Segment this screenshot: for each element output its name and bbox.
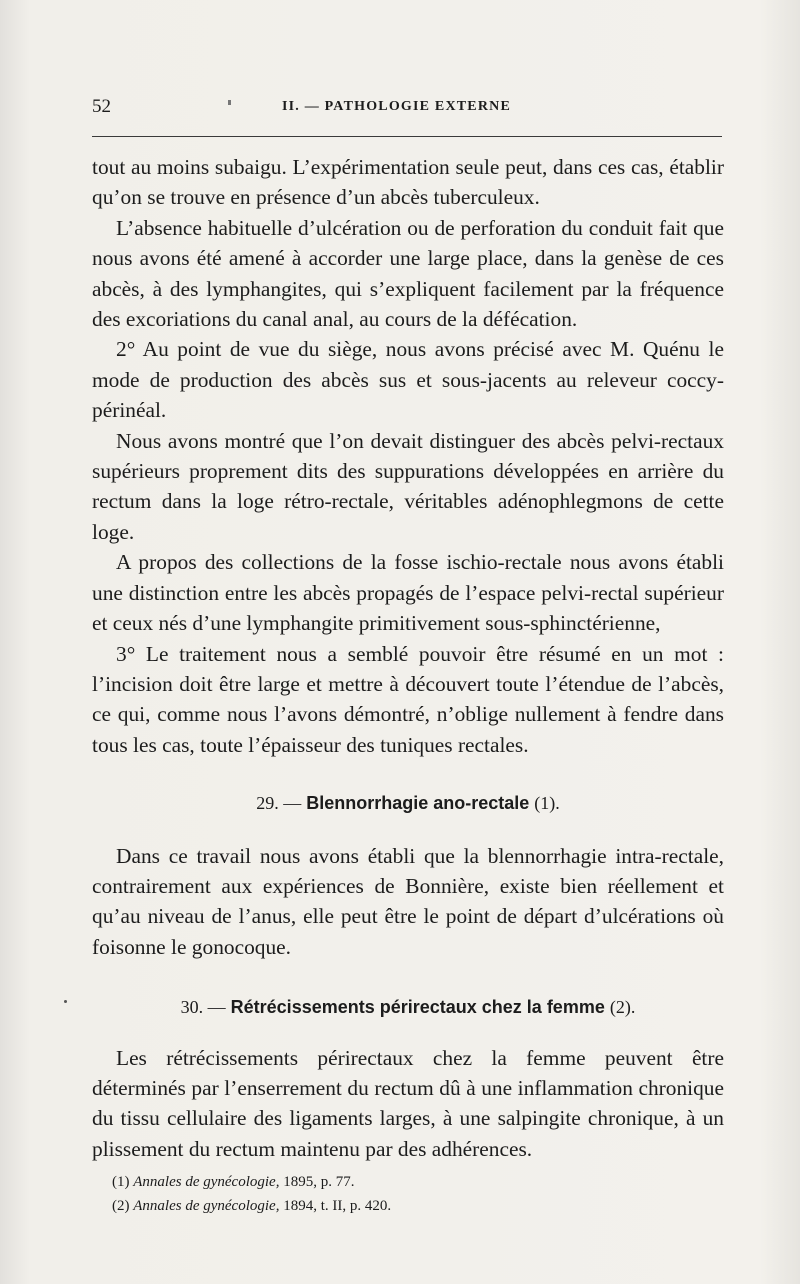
header-rule (92, 136, 722, 137)
paragraph: Les rétrécissements périrectaux chez la femme peuvent être déterminés par l’enserrement du rectum dû à une inflammation chronique du tissu cellulaire des ligaments larges, à une salpingite chronique, à un plissement du rectum maintenu par des adhérences. (92, 1045, 724, 1161)
print-dot (64, 1000, 67, 1003)
footnote-ref: (2). (609, 997, 636, 1018)
paragraph: 3° Le traitement nous a semblé pouvoir être résumé en un mot : l’incision doit être large et mettre à découvert toute l’étendue de l’abcès, ce qui, comme nous l’avons démontré, n’oblige nullement à fendre dans tous les cas, toute l’épaisseur des tuniques rectales. (92, 641, 724, 757)
footnote (112, 1170, 391, 1194)
section-number: 30. — (180, 997, 226, 1018)
paragraph: L’absence habituelle d’ulcération ou de perforation du conduit fait que nous avons été amené à accorder une large place, dans la genèse de ces abcès, à des lymphangites, qui s’expliquent facilement par la fréquence des excoriations du canal anal, au cours de la défécation. (92, 215, 724, 332)
section-title: II. — PATHOLOGIE EXTERNE (282, 99, 511, 114)
paragraph: 2° Au point de vue du siège, nous avons précisé avec M. Quénu le mode de production des abcès sus et sous-jacents au releveur coccy-périnéal. (92, 337, 724, 423)
footnote-mark: (2) (112, 1198, 130, 1214)
footnote-details: 1895, p. 77. (283, 1174, 355, 1190)
paragraph: tout au moins subaigu. L’expérimentation seule peut, dans ces cas, établir qu’on se trouve en présence d’un abcès tuberculeux. (92, 155, 724, 210)
section-number: 29. — (256, 793, 302, 814)
page-number: 52 (92, 96, 111, 117)
paragraph: A propos des collections de la fosse ischio-rectale nous avons établi une distinction entre les abcès propagés de l’espace pelvi-rectal supérieur et ceux nés d’une lymphangite primitivement sous-sphinctérienne, (92, 550, 724, 636)
footnote-journal: Annales de gynécologie, (133, 1174, 280, 1190)
section-heading-29 (92, 788, 724, 818)
section-heading-30 (92, 992, 724, 1022)
footnote-details: 1894, t. II, p. 420. (283, 1198, 392, 1214)
footnotes (112, 1170, 391, 1218)
paragraph: Dans ce travail nous avons établi que la blennorrhagie intra-rectale, contrairement aux expériences de Bonnière, existe bien réellement et qu’au niveau de l’anus, elle peut être le point de départ d’ulcérations où foisonne le gonocoque. (92, 843, 724, 959)
footnote-mark: (1) (112, 1174, 130, 1190)
paragraph: Nous avons montré que l’on devait distinguer des abcès pelvi-rectaux supérieurs proprement dits des suppurations développées en arrière du rectum dans la loge rétro-rectale, véritables adénophlegmons de cette loge. (92, 428, 724, 544)
running-head (92, 96, 722, 124)
print-speck (228, 100, 231, 105)
footnote-ref: (1). (534, 793, 560, 814)
body-text (92, 152, 724, 1164)
section-title-29: Blennorrhagie ano-rectale (306, 793, 530, 814)
footnote-journal: Annales de gynécologie, (133, 1198, 280, 1214)
section-title-30: Rétrécissements périrectaux chez la femme (230, 997, 605, 1018)
footnote (112, 1194, 391, 1218)
